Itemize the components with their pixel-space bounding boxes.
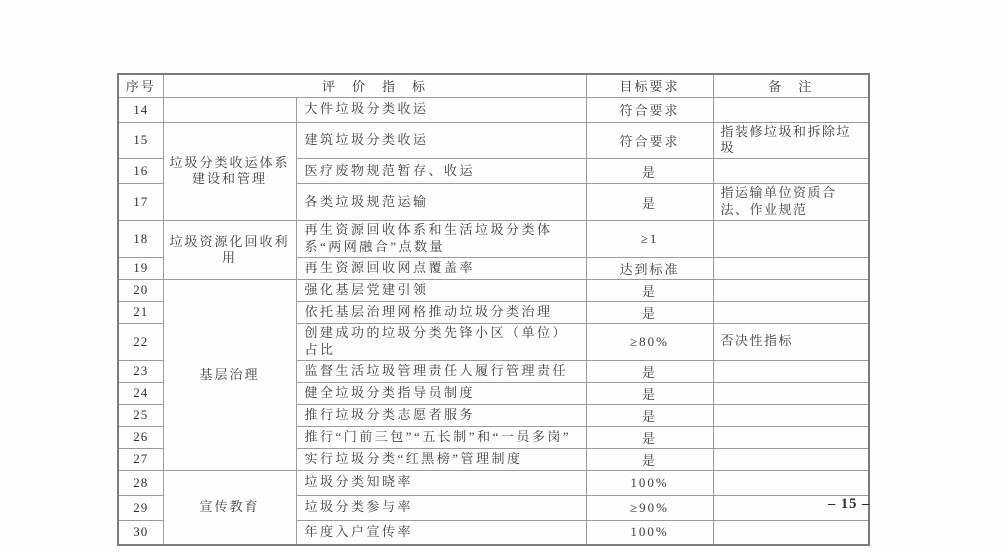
indicator-cell: 年度入户宣传率 bbox=[296, 520, 586, 545]
remark-cell bbox=[713, 382, 869, 404]
remark-cell bbox=[713, 520, 869, 545]
row-no: 14 bbox=[118, 97, 163, 122]
remark-cell bbox=[713, 221, 869, 258]
remark-cell bbox=[713, 159, 869, 184]
evaluation-table-wrap bbox=[117, 73, 870, 546]
row-no: 21 bbox=[118, 301, 163, 323]
remark-cell bbox=[713, 426, 869, 448]
target-cell: 达到标准 bbox=[586, 257, 713, 279]
table-row-15 bbox=[118, 122, 869, 159]
row-no: 29 bbox=[118, 495, 163, 520]
remark-cell bbox=[713, 279, 869, 301]
group-cell-empty bbox=[163, 97, 296, 122]
indicator-cell: 各类垃圾规范运输 bbox=[296, 184, 586, 221]
indicator-cell: 建筑垃圾分类收运 bbox=[296, 122, 586, 159]
indicator-cell: 再生资源回收网点覆盖率 bbox=[296, 257, 586, 279]
group-cell-resource-recycling: 垃圾资源化回收利用 bbox=[163, 221, 296, 280]
target-cell: 是 bbox=[586, 448, 713, 470]
indicator-cell: 强化基层党建引领 bbox=[296, 279, 586, 301]
indicator-cell: 依托基层治理网格推动垃圾分类治理 bbox=[296, 301, 586, 323]
remark-cell: 否决性指标 bbox=[713, 323, 869, 360]
indicator-cell: 再生资源回收体系和生活垃圾分类体系“两网融合”点数量 bbox=[296, 221, 586, 258]
remark-cell: 指装修垃圾和拆除垃圾 bbox=[713, 122, 869, 159]
table-row-20 bbox=[118, 279, 869, 301]
group-cell-collection-system: 垃圾分类收运体系建设和管理 bbox=[163, 122, 296, 221]
target-cell: 是 bbox=[586, 382, 713, 404]
target-cell: 符合要求 bbox=[586, 122, 713, 159]
evaluation-table bbox=[117, 73, 870, 546]
remark-cell bbox=[713, 301, 869, 323]
remark-cell bbox=[713, 97, 869, 122]
header-remark: 备 注 bbox=[713, 74, 869, 97]
indicator-cell: 医疗废物规范暂存、收运 bbox=[296, 159, 586, 184]
target-cell: 100% bbox=[586, 470, 713, 495]
page-number: – 15 – bbox=[828, 496, 871, 512]
target-cell: 是 bbox=[586, 301, 713, 323]
target-cell: 是 bbox=[586, 360, 713, 382]
indicator-cell: 健全垃圾分类指导员制度 bbox=[296, 382, 586, 404]
indicator-cell: 监督生活垃圾管理责任人履行管理责任 bbox=[296, 360, 586, 382]
indicator-cell: 实行垃圾分类“红黑榜”管理制度 bbox=[296, 448, 586, 470]
indicator-cell: 创建成功的垃圾分类先锋小区（单位）占比 bbox=[296, 323, 586, 360]
indicator-cell: 垃圾分类参与率 bbox=[296, 495, 586, 520]
group-cell-publicity-education: 宣传教育 bbox=[163, 470, 296, 545]
target-cell: 是 bbox=[586, 279, 713, 301]
row-no: 26 bbox=[118, 426, 163, 448]
group-cell-grassroots-governance: 基层治理 bbox=[163, 279, 296, 470]
remark-cell bbox=[713, 404, 869, 426]
row-no: 20 bbox=[118, 279, 163, 301]
row-no: 23 bbox=[118, 360, 163, 382]
row-no: 19 bbox=[118, 257, 163, 279]
row-no: 25 bbox=[118, 404, 163, 426]
remark-cell: 指运输单位资质合法、作业规范 bbox=[713, 184, 869, 221]
row-no: 24 bbox=[118, 382, 163, 404]
header-indicator: 评 价 指 标 bbox=[163, 74, 586, 97]
row-no: 30 bbox=[118, 520, 163, 545]
table-header-row bbox=[118, 74, 869, 97]
target-cell: 符合要求 bbox=[586, 97, 713, 122]
indicator-cell: 推行“门前三包”“五长制”和“一员多岗” bbox=[296, 426, 586, 448]
row-no: 16 bbox=[118, 159, 163, 184]
remark-cell bbox=[713, 360, 869, 382]
remark-cell bbox=[713, 470, 869, 495]
row-no: 28 bbox=[118, 470, 163, 495]
indicator-cell: 大件垃圾分类收运 bbox=[296, 97, 586, 122]
target-cell: 是 bbox=[586, 426, 713, 448]
target-cell: ≥90% bbox=[586, 495, 713, 520]
target-cell: 100% bbox=[586, 520, 713, 545]
table-row-14 bbox=[118, 97, 869, 122]
table-row-28 bbox=[118, 470, 869, 495]
target-cell: 是 bbox=[586, 404, 713, 426]
target-cell: 是 bbox=[586, 184, 713, 221]
target-cell: ≥80% bbox=[586, 323, 713, 360]
remark-cell bbox=[713, 257, 869, 279]
header-target: 目标要求 bbox=[586, 74, 713, 97]
row-no: 27 bbox=[118, 448, 163, 470]
indicator-cell: 垃圾分类知晓率 bbox=[296, 470, 586, 495]
target-cell: 是 bbox=[586, 159, 713, 184]
remark-cell bbox=[713, 448, 869, 470]
row-no: 22 bbox=[118, 323, 163, 360]
row-no: 18 bbox=[118, 221, 163, 258]
row-no: 15 bbox=[118, 122, 163, 159]
table-row-18 bbox=[118, 221, 869, 258]
indicator-cell: 推行垃圾分类志愿者服务 bbox=[296, 404, 586, 426]
header-no: 序号 bbox=[118, 74, 163, 97]
target-cell: ≥1 bbox=[586, 221, 713, 258]
row-no: 17 bbox=[118, 184, 163, 221]
